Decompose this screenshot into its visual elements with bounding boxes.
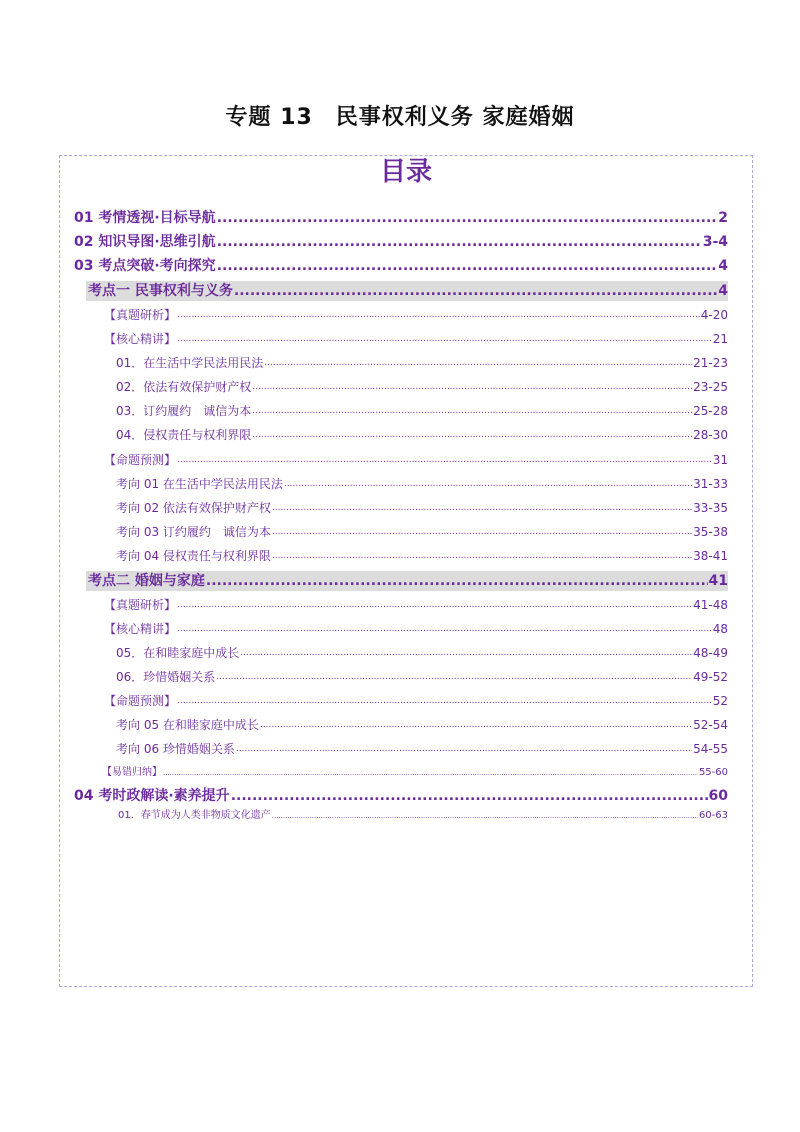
toc-entry-direction-06[interactable]	[116, 740, 728, 758]
toc-entry-current-affairs-01[interactable]	[118, 808, 728, 824]
toc-entry-page: 25-28	[693, 404, 728, 418]
toc-entry-page: 49-52	[693, 670, 728, 684]
toc-leader-dots	[272, 545, 692, 565]
toc-entry-page: 4	[718, 283, 728, 299]
toc-leader-dots	[206, 571, 708, 591]
toc-entry-label: 【核心精讲】	[104, 622, 177, 636]
toc-entry-label: 05．在和睦家庭中成长	[116, 646, 240, 660]
toc-entry-page: 21-23	[693, 356, 728, 370]
toc-leader-dots	[216, 666, 692, 686]
toc-entry-page: 41	[708, 573, 728, 589]
toc-leader-dots	[264, 352, 692, 372]
toc-leader-dots	[240, 642, 692, 662]
toc-leader-dots	[272, 497, 692, 517]
toc-entry-page: 35-38	[693, 525, 728, 539]
toc-leader-dots	[252, 376, 692, 396]
toc-entry-page: 60	[708, 788, 728, 804]
toc-entry-direction-02[interactable]	[116, 499, 728, 517]
toc-entry-page: 54-55	[693, 742, 728, 756]
toc-entry-page: 21	[712, 332, 728, 346]
toc-entry-label: 01．在生活中学民法用民法	[116, 356, 264, 370]
toc-entry-label: 02．依法有效保护财产权	[116, 380, 252, 394]
toc-entry-lesson-01[interactable]	[116, 354, 728, 372]
toc-entry-label: 【真题研析】	[104, 598, 177, 612]
toc-entry-label: 04 考时政解读·素养提升	[74, 788, 230, 804]
toc-entry-label: 考向 04 侵权责任与权利界限	[116, 549, 271, 563]
toc-leader-dots	[236, 738, 692, 758]
toc-entry-section-03[interactable]	[74, 256, 728, 276]
toc-entry-page: 4-20	[700, 308, 728, 322]
toc-leader-dots	[252, 424, 692, 444]
toc-entry-page: 31-33	[693, 477, 728, 491]
toc-entry-page: 48-49	[693, 646, 728, 660]
toc-leader-dots	[272, 521, 692, 541]
toc-entry-page: 4	[718, 258, 728, 274]
toc-entry-page: 33-35	[693, 501, 728, 515]
toc-entry-direction-03[interactable]	[116, 523, 728, 541]
toc-entry-label: 【命题预测】	[104, 694, 177, 708]
toc-entry-core-lecture-1[interactable]	[104, 330, 728, 348]
toc-entry-lesson-06[interactable]	[116, 668, 728, 686]
toc-entry-label: 06．珍惜婚姻关系	[116, 670, 216, 684]
toc-entry-lesson-04[interactable]	[116, 426, 728, 444]
toc-entry-lesson-03[interactable]	[116, 402, 728, 420]
toc-leader-dots	[177, 449, 712, 469]
toc-entry-direction-01[interactable]	[116, 475, 728, 493]
toc-entry-core-lecture-2[interactable]	[104, 620, 728, 638]
toc-entry-section-02[interactable]	[74, 232, 728, 252]
toc-heading: 目录	[379, 157, 432, 187]
toc-leader-dots	[163, 765, 698, 781]
toc-leader-dots	[231, 786, 708, 806]
toc-entry-page: 41-48	[693, 598, 728, 612]
toc-entry-page: 2	[718, 210, 728, 226]
toc-leader-dots	[217, 232, 702, 252]
toc-entry-page: 38-41	[693, 549, 728, 563]
toc-entry-direction-05[interactable]	[116, 716, 728, 734]
toc-entry-page: 28-30	[693, 428, 728, 442]
toc-leader-dots	[217, 256, 718, 276]
toc-entry-real-questions-1[interactable]	[104, 306, 728, 324]
toc-entry-label: 03．订约履约 诚信为本	[116, 404, 252, 418]
toc-entry-page: 52-54	[693, 718, 728, 732]
toc-entry-prediction-1[interactable]	[104, 451, 728, 469]
toc-entry-label: 【易错归纳】	[102, 767, 162, 778]
toc-entry-label: 02 知识导图·思维引航	[74, 234, 216, 250]
toc-leader-dots	[177, 304, 700, 324]
toc-entry-label: 【核心精讲】	[104, 332, 177, 346]
toc-entry-page: 48	[712, 622, 728, 636]
toc-leader-dots	[217, 208, 718, 228]
toc-entry-label: 考向 05 在和睦家庭中成长	[116, 718, 259, 732]
toc-entry-page: 31	[712, 453, 728, 467]
toc-entry-lesson-02[interactable]	[116, 378, 728, 396]
toc-entry-label: 考向 06 珍惜婚姻关系	[116, 742, 235, 756]
toc-entry-real-questions-2[interactable]	[104, 596, 728, 614]
toc-entry-page: 60-63	[698, 810, 728, 821]
toc-entry-topic-2[interactable]	[86, 571, 728, 591]
toc-leader-dots	[284, 473, 692, 493]
toc-leader-dots	[177, 328, 712, 348]
toc-entry-label: 【真题研析】	[104, 308, 177, 322]
toc-leader-dots	[260, 714, 692, 734]
toc-entry-label: 考点一 民事权利与义务	[88, 283, 233, 299]
toc-entry-label: 03 考点突破·考向探究	[74, 258, 216, 274]
toc-entry-page: 23-25	[693, 380, 728, 394]
toc-entry-prediction-2[interactable]	[104, 692, 728, 710]
toc-entry-common-mistakes[interactable]	[102, 765, 728, 781]
toc-entry-page: 3-4	[702, 234, 728, 250]
toc-entry-label: 考向 02 依法有效保护财产权	[116, 501, 271, 515]
toc-entry-label: 考向 01 在生活中学民法用民法	[116, 477, 283, 491]
toc-entry-section-01[interactable]	[74, 208, 728, 228]
toc-entry-label: 04．侵权责任与权利界限	[116, 428, 252, 442]
toc-entry-lesson-05[interactable]	[116, 644, 728, 662]
toc-entry-page: 52	[712, 694, 728, 708]
toc-entry-label: 01．春节成为人类非物质文化遗产	[118, 810, 271, 821]
toc-entry-page: 55-60	[698, 767, 728, 778]
toc-leader-dots	[177, 594, 692, 614]
toc-entry-label: 考点二 婚姻与家庭	[88, 573, 205, 589]
toc-entry-section-04[interactable]	[74, 786, 728, 806]
toc-entry-topic-1[interactable]	[86, 281, 728, 301]
document-title: 专题 13 民事权利义务 家庭婚姻	[225, 105, 575, 130]
toc-entry-label: 考向 03 订约履约 诚信为本	[116, 525, 271, 539]
toc-leader-dots	[177, 690, 712, 710]
toc-entry-label: 【命题预测】	[104, 453, 177, 467]
toc-entry-direction-04[interactable]	[116, 547, 728, 565]
toc-leader-dots	[272, 808, 698, 824]
toc-leader-dots	[177, 618, 712, 638]
toc-leader-dots	[252, 400, 692, 420]
toc-leader-dots	[234, 281, 717, 301]
toc-entry-label: 01 考情透视·目标导航	[74, 210, 216, 226]
